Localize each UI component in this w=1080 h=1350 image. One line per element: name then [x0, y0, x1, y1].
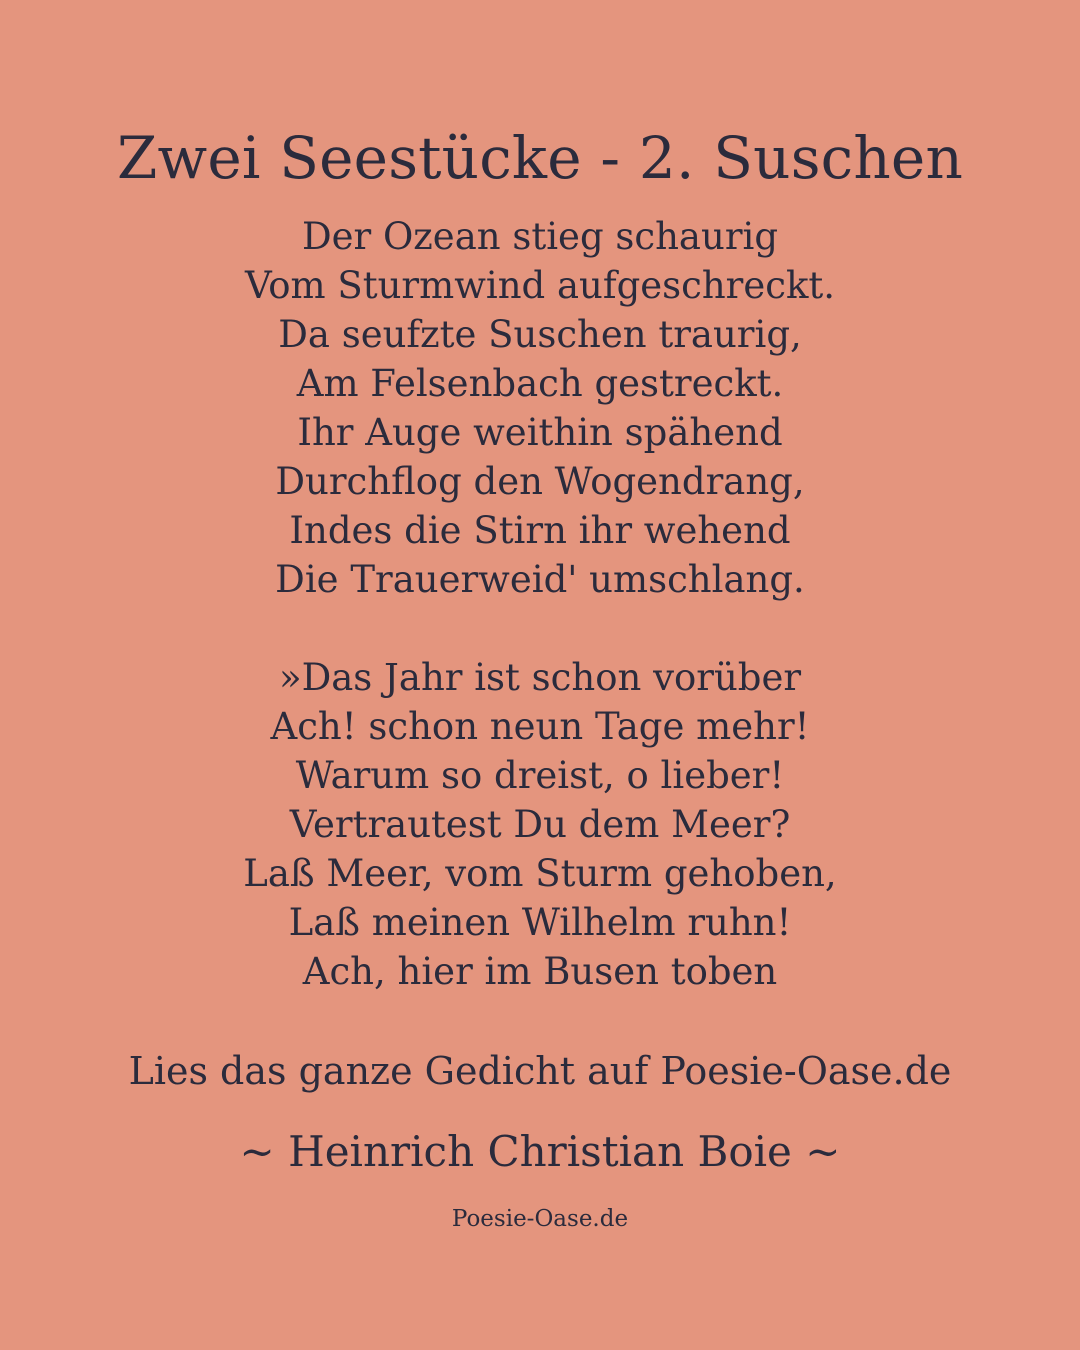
poem-line: Warum so dreist, o lieber! [295, 754, 785, 797]
poem-line: Der Ozean stieg schaurig [301, 215, 779, 258]
poem-title: Zwei Seestücke - 2. Suschen [116, 124, 964, 192]
stanza-1 [0, 212, 1080, 604]
author-name: ~ Heinrich Christian Boie ~ [239, 1127, 841, 1176]
poem-line: Die Trauerweid' umschlang. [275, 558, 805, 601]
poem-line: Laß Meer, vom Sturm gehoben, [243, 852, 837, 895]
poem-line: Laß meinen Wilhelm ruhn! [288, 901, 792, 944]
poem-line: Ach, hier im Busen toben [302, 950, 778, 993]
poem-line: Vom Sturmwind aufgeschreckt. [244, 264, 836, 307]
poem-line: Am Felsenbach gestreckt. [296, 362, 784, 405]
read-more-text: Lies das ganze Gedicht auf Poesie-Oase.de [128, 1049, 952, 1093]
poem-line: Ihr Auge weithin spähend [297, 411, 783, 454]
poem-line: Indes die Stirn ihr wehend [289, 509, 791, 552]
poem-line: Da seufzte Suschen traurig, [278, 313, 802, 356]
poem-line: Durchflog den Wogendrang, [275, 460, 805, 503]
poem-line: Ach! schon neun Tage mehr! [270, 705, 810, 748]
poem-line: »Das Jahr ist schon vorüber [278, 656, 802, 699]
poem-line: Vertrautest Du dem Meer? [289, 803, 791, 846]
stanza-2 [0, 653, 1080, 996]
site-footer: Poesie-Oase.de [451, 1206, 629, 1232]
